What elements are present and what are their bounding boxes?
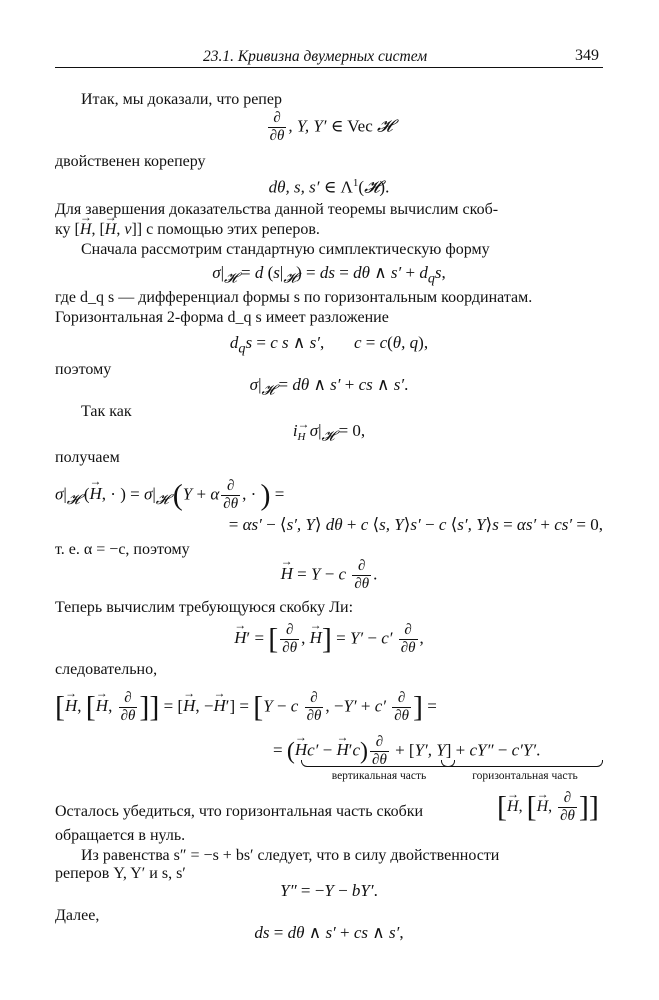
paragraph-line: обращается в нуль. <box>55 827 186 844</box>
paragraph-line: Итак, мы доказали, что репер <box>81 91 282 108</box>
paragraph-line: т. е. α = −c, поэтому <box>55 541 190 558</box>
paragraph-line: ку [→ H, [→ H, v]] с помощью этих реперов. <box>55 220 603 240</box>
page-number: 349 <box>575 47 599 64</box>
formula-frame: ∂ ∂θ , Y, Y′ ∈ Vec 𝓗 <box>269 110 393 144</box>
formula-sigma-H-line2: = αs′ − ⟨s′, Y⟩ dθ + c ⟨s, Y⟩s′ − c ⟨s′, Y⟩s = αs′ + cs′ = 0, <box>228 515 603 534</box>
paragraph-line: Сначала рассмотрим стандартную симплектическую форму <box>81 241 490 258</box>
paragraph-line: двойственен кореперу <box>55 153 206 170</box>
formula-ds: ds = dθ ∧ s′ + cs ∧ s′, <box>254 923 404 942</box>
formula-double-bracket-line1: [→ H, [→ H, ∂ ∂θ ]] = [→ H, −→ H′] = [Y − c ∂ ∂θ , −Y′ + c′ ∂ ∂θ ] = <box>55 690 603 725</box>
brace-vertical <box>301 760 455 767</box>
paragraph-line: Теперь вычислим требующуюся скобку Ли: <box>55 599 354 616</box>
formula-sigma-restricted: $\sigma|_𝓗 = d\theta$ ∧ s′ + cs ∧ s′. <box>249 375 409 399</box>
paragraph-line: получаем <box>55 449 120 466</box>
running-header <box>55 47 603 68</box>
formula-lie-bracket: → H′ = [ ∂ ∂θ , → H] = Y′ − c′ ∂ ∂θ , <box>55 622 603 657</box>
formula-symplectic: $\sigma|_𝓗 = d$ $(s|_𝓗)$ = ds = dθ ∧ $s' + d_qs$, <box>212 263 446 287</box>
formula-Y-double-prime: Y″ = −Y − bY′. <box>280 881 378 900</box>
paragraph-line: реперов Y, Y′ и s, s′ <box>55 865 186 882</box>
label-horizontal-part: горизонтальная часть <box>472 770 578 782</box>
formula-contraction: i→ $_H$ $\sigma|_𝓗 = 0$, <box>55 420 603 448</box>
formula-H-vector: → H = Y − c ∂ ∂θ . <box>55 558 603 593</box>
paragraph-line: где d_q s — дифференциал формы s по горизонтальным координатам. <box>55 289 533 306</box>
paragraph-line: Так как <box>81 403 132 420</box>
formula-coframe: dθ, s, s′ ∈ $\Lambda^1(𝓗)$. <box>268 177 390 197</box>
paragraph-line: Для завершения доказательства данной теоремы вычислим скоб- <box>55 201 499 218</box>
brace-horizontal <box>441 760 603 767</box>
formula-double-bracket-line2: = (→ Hc′ − → H′c) ∂ ∂θ + [Y′, Y] + cY″ − c′Y′. <box>273 734 613 769</box>
formula-sigma-H-line1: $\sigma|_𝓗$ (→ H, · ) = $\sigma|_𝓗$ (Y + α ∂ ∂θ , · ) = <box>55 478 603 513</box>
paragraph-line: Горизонтальная 2-форма d_q s имеет разложение <box>55 309 389 326</box>
paragraph-line: Далее, <box>55 907 100 924</box>
paragraph-line: Осталось убедиться, что горизонтальная часть скобки [→ H, [→ H, ∂ ∂θ ]] <box>55 802 603 822</box>
formula-decomposition: $d_qs = c$ s ∧ s′, c = c(θ, q), <box>229 333 429 357</box>
paragraph-line: поэтому <box>55 361 112 378</box>
section-title: 23.1. Кривизна двумерных систем <box>203 48 428 65</box>
paragraph-line: следовательно, <box>55 661 158 678</box>
label-vertical-part: вертикальная часть <box>331 770 427 782</box>
paragraph-line: Из равенства s″ = −s + bs′ следует, что в силу двойственности <box>81 847 500 864</box>
